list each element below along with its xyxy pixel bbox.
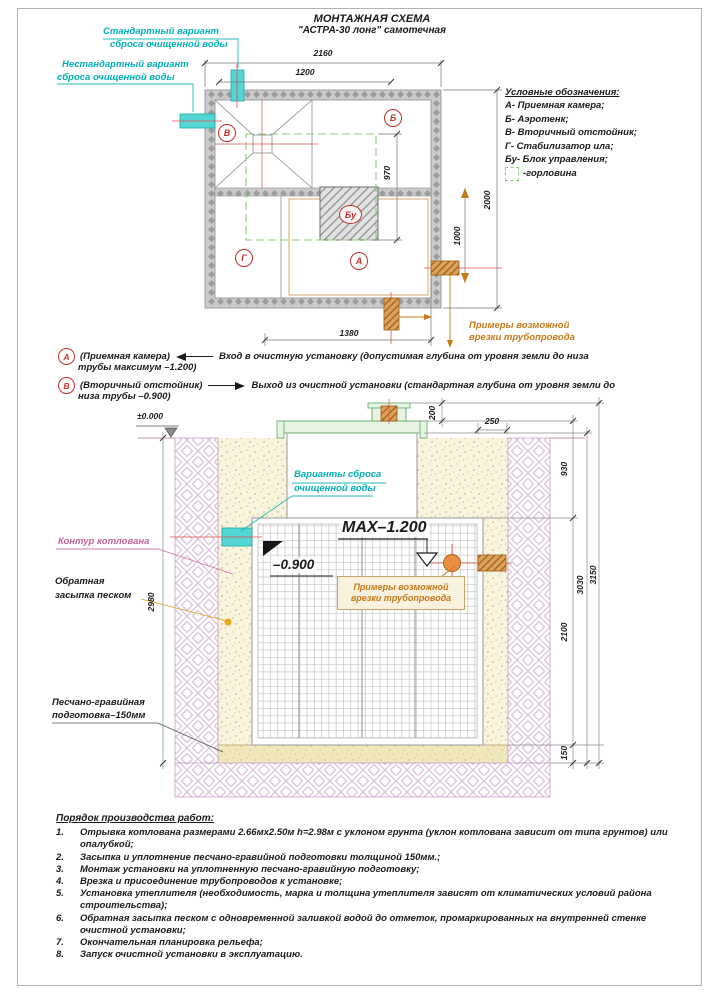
- backfill-label2: засыпка песком: [55, 590, 132, 601]
- item-number: 4.: [56, 876, 64, 888]
- section-ground-right: [508, 438, 550, 763]
- page-subtitle: "АСТРА-30 лонг" самотечная: [297, 25, 447, 36]
- standard-outlet-label: Стандартный вариант: [103, 26, 219, 37]
- item-number: 3.: [56, 863, 64, 875]
- dim-2980: 2980: [146, 592, 157, 612]
- legend-item: Бу- Блок управления;: [505, 154, 608, 166]
- work-order-item: [56, 937, 674, 949]
- legend-gorlovina-row: [505, 166, 637, 181]
- section-tap-point: [444, 555, 461, 572]
- dim-2160: 2160: [313, 48, 333, 58]
- plan-view: [57, 39, 502, 348]
- base-prep-label2: подготовка–150мм: [52, 710, 146, 721]
- note-a-text2: трубы максимум –1.200): [78, 362, 197, 373]
- max-level-label: МАХ–1.200: [342, 519, 427, 536]
- dim-2000: 2000: [482, 190, 493, 210]
- pit-contour-label: Контур котлована: [58, 536, 150, 547]
- item-text: Окончательная планировка рельефа;: [80, 937, 263, 949]
- legend-gorlovina-label: -горловина: [523, 168, 577, 180]
- dim-1380: 1380: [339, 328, 359, 338]
- zero-level-marker: [136, 426, 179, 437]
- legend-item: Б- Аэротенк;: [505, 113, 569, 125]
- dim-3150: 3150: [588, 565, 599, 585]
- base-prep-label: Песчано-гравийная: [52, 697, 145, 708]
- legend-item: А- Приемная камера;: [505, 100, 605, 112]
- item-number: 7.: [56, 937, 64, 949]
- section-tank-lid: [280, 421, 424, 433]
- standard-outlet-label2: сброса очищенной воды: [110, 39, 228, 50]
- note-badge-v: В: [58, 377, 75, 394]
- zero-level-label: ±0.000: [137, 411, 163, 421]
- section-view: [52, 397, 604, 797]
- dim-930: 930: [559, 461, 570, 477]
- section-gravel-base: [218, 745, 508, 763]
- chamber-badge-g: Г: [235, 249, 253, 267]
- item-number: 2.: [56, 851, 64, 863]
- arrow-left-icon: [176, 353, 213, 361]
- outlet-level-label: –0.900: [273, 557, 315, 572]
- item-text: Отрывка котлована размерами 2.66мх2.50м h=2.98м с уклоном грунта (уклон котлована зависит от типа грунтов) или опалубкой;: [80, 827, 668, 851]
- work-order-item: [56, 888, 674, 912]
- item-text: Установка утеплителя (необходимость, марка и толщина утеплителя зависят от климатических условий района строительства);: [80, 888, 652, 912]
- section-tap-pipe: [478, 555, 506, 571]
- work-order: [56, 813, 674, 961]
- section-tap-examples-box: [337, 576, 465, 610]
- chamber-badge-v: В: [218, 124, 236, 142]
- legend: [505, 86, 637, 181]
- dim-2100: 2100: [559, 622, 570, 642]
- work-order-item: [56, 876, 674, 888]
- note-inlet-line2: [78, 362, 196, 373]
- note-v-text: Выход из очистной установки (стандартная глубина от уровня земли до: [251, 380, 616, 391]
- dim-250: 250: [484, 416, 500, 426]
- dim-1200: 1200: [295, 67, 315, 77]
- dim-200: 200: [427, 405, 438, 421]
- plan-tap-pipe-bottom: [384, 298, 399, 330]
- section-tap-examples-label: Примеры возможной: [353, 582, 449, 592]
- item-text: Засыпка и уплотнение песчано-гравийной подготовки толщиной 150мм.;: [80, 851, 441, 863]
- plan-tap-examples-label: Примеры возможной: [469, 320, 570, 331]
- section-tap-examples-label2: врезки трубопровода: [350, 593, 452, 603]
- dim-970: 970: [382, 165, 393, 181]
- item-text: Обратная засыпка песком с одновременной заливкой водой до отметок, промаркированных на внутренней стенке очистной установки;: [80, 912, 647, 936]
- plan-tap-examples-label2: врезки трубопровода: [469, 332, 575, 343]
- nonstandard-outlet-label: Нестандартный вариант: [62, 59, 189, 70]
- work-order-item: [56, 864, 674, 876]
- variants-label2: очищенной воды: [294, 483, 376, 494]
- backfill-label: Обратная: [55, 576, 105, 587]
- work-order-item: [56, 913, 674, 937]
- variants-label: Варианты сброса: [294, 469, 382, 480]
- legend-title: Условные обозначения:: [505, 87, 620, 98]
- item-number: 8.: [56, 949, 64, 961]
- plan-outlet-pipe-top: [231, 70, 244, 101]
- section-ground-left: [175, 438, 218, 763]
- item-text: Запуск очистной установки в эксплуатацию.: [80, 949, 303, 961]
- section-ground-bottom: [175, 763, 550, 797]
- dim-150: 150: [559, 745, 570, 761]
- note-badge-a: А: [58, 348, 75, 365]
- item-text: Врезка и присоединение трубопроводов к установке;: [80, 876, 343, 888]
- chamber-badge-b: Б: [384, 109, 402, 127]
- legend-item: В- Вторичный отстойник;: [505, 127, 637, 139]
- work-order-title: Порядок производства работ:: [56, 813, 214, 824]
- item-number: 1.: [56, 827, 64, 839]
- item-number: 6.: [56, 912, 64, 924]
- note-a-text: Вход в очистную установку (допустимая глубина от уровня земли до низа: [218, 351, 589, 362]
- work-order-item: [56, 949, 674, 961]
- chamber-badge-bu: Бу: [339, 205, 362, 224]
- plan-tap-pipe-right: [431, 261, 459, 275]
- legend-item: Г- Стабилизатор ила;: [505, 140, 614, 152]
- note-v-name: (Вторичный отстойник): [80, 380, 203, 391]
- work-order-item: [56, 852, 674, 864]
- note-v-text2: низа трубы –0.900): [78, 391, 171, 402]
- note-a-name: (Приемная камера): [80, 351, 170, 362]
- item-text: Монтаж установки на уплотненную песчано-гравийную подготовку;: [80, 863, 420, 875]
- gorlovina-square-icon: [505, 167, 519, 181]
- chamber-badge-a: А: [350, 252, 368, 270]
- page-title: МОНТАЖНАЯ СХЕМА: [313, 13, 431, 25]
- arrow-right-icon: [208, 382, 245, 390]
- dim-3030: 3030: [575, 575, 586, 595]
- nonstandard-outlet-label2: сброса очищенной воды: [57, 72, 175, 83]
- work-order-item: [56, 827, 674, 851]
- dim-1000: 1000: [452, 226, 463, 246]
- note-outlet-line2: [78, 391, 171, 402]
- item-number: 5.: [56, 888, 64, 900]
